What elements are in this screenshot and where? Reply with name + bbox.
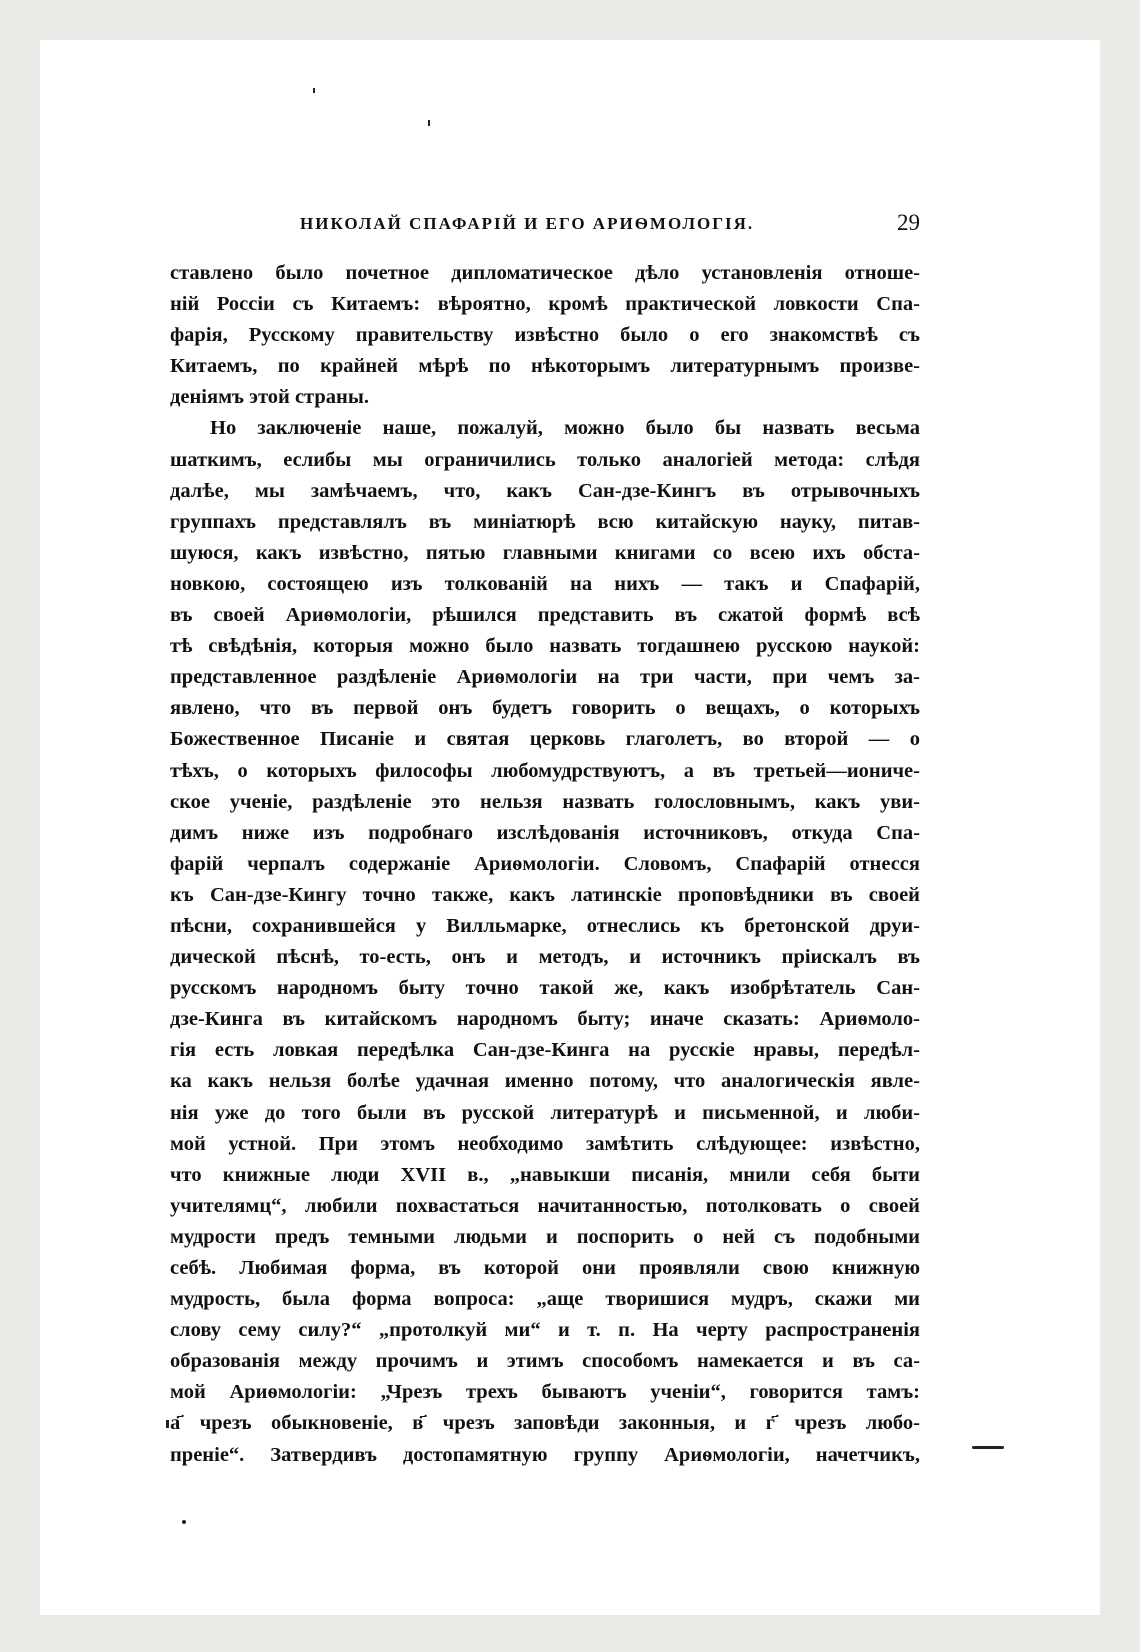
text-line: мудрость, была форма вопроса: „аще творишися мудръ, скажи ми bbox=[170, 1288, 920, 1311]
text-line: что книжные люди XVII в., „навыкши писанія, мнили себя быти bbox=[170, 1163, 920, 1186]
text-line: мудрости предъ темными людьми и поспорить о ней съ подобными bbox=[170, 1225, 920, 1248]
page-header bbox=[170, 210, 920, 250]
running-title: НИКОЛАЙ СПАФАРІЙ И ЕГО АРИѲМОЛОГІЯ. bbox=[300, 214, 755, 233]
text-line: слову сему силу?“ „протолкуй ми“ и т. п. На черту распространенія bbox=[170, 1319, 920, 1342]
text-line: ставлено было почетное дипломатическое дѣло установленія отноше- bbox=[170, 262, 920, 284]
stray-mark-top-2 bbox=[428, 120, 430, 126]
text-line: тѣхъ, о которыхъ философы любомудрствуютъ, а въ третьей—иониче- bbox=[170, 759, 920, 782]
text-line: фарія, Русскому правительству извѣстно было о его знакомствѣ съ bbox=[170, 324, 920, 347]
text-line: ка какъ нельзя болѣе удачная именно потому, что аналогическія явле- bbox=[170, 1070, 920, 1093]
text-line: дической пѣснѣ, то-есть, онъ и методъ, и источникъ пріискалъ въ bbox=[170, 946, 920, 969]
text-line: деніямъ этой страны. bbox=[170, 386, 369, 409]
text-line: учителямц“, любили похвастаться начитанностью, потолковать о своей bbox=[170, 1194, 920, 1217]
text-line: тѣ свѣдѣнія, которыя можно было назвать тогдашнею русскою наукой: bbox=[170, 635, 920, 658]
text-line: преніе“. Затвердивъ достопамятную группу Ариѳмологіи, начетчикъ, bbox=[170, 1443, 920, 1466]
text-line: ское ученіе, раздѣленіе это нельзя назвать голословнымъ, какъ уви- bbox=[170, 790, 920, 813]
text-line: гія есть ловкая передѣлка Сан-дзе-Кинга на русскіе нравы, передѣл- bbox=[170, 1039, 920, 1062]
text-line: пѣсни, сохранившейся у Вилльмарке, отнеслись къ бретонской друи- bbox=[170, 914, 920, 937]
body-text bbox=[170, 258, 920, 1471]
text-line: себѣ. Любимая форма, въ которой они проявляли свою книжную bbox=[170, 1257, 920, 1279]
text-line: мой Ариѳмологіи: „Чрезъ трехъ бываютъ ученіи“, говорится тамъ: bbox=[170, 1381, 920, 1404]
text-line: явлено, что въ первой онъ будетъ говорить о вещахъ, о которыхъ bbox=[170, 697, 920, 720]
stray-mark-bottom-left bbox=[166, 1420, 169, 1428]
text-line: представленное раздѣленіе Ариѳмологіи на три части, при чемъ за- bbox=[170, 666, 920, 689]
text-line: Но заключеніе наше, пожалуй, можно было бы назвать весьма bbox=[210, 417, 920, 440]
stray-mark-right bbox=[972, 1446, 1004, 1449]
text-line: Божественное Писаніе и святая церковь глаголетъ, во второй — о bbox=[170, 728, 920, 751]
text-line: шаткимъ, еслибы мы ограничились только аналогіей метода: слѣдя bbox=[170, 448, 920, 471]
text-line: фарій черпалъ содержаніе Ариѳмологіи. Словомъ, Спафарій отнесся bbox=[170, 852, 920, 875]
text-line: мой устной. При этомъ необходимо замѣтить слѣдующее: извѣстно, bbox=[170, 1132, 920, 1155]
text-line: Китаемъ, по крайней мѣрѣ по нѣкоторымъ литературнымъ произве- bbox=[170, 355, 920, 378]
text-line: къ Сан-дзе-Кингу точно также, какъ латинскіе проповѣдники въ своей bbox=[170, 883, 920, 906]
text-line: образованія между прочимъ и этимъ способомъ намекается и въ са- bbox=[170, 1350, 920, 1373]
text-line: группахъ представлялъ въ миніатюрѣ всю китайскую науку, питав- bbox=[170, 510, 920, 533]
text-line: дзе-Кинга въ китайскомъ народномъ быту; иначе сказать: Ариѳмоло- bbox=[170, 1008, 920, 1031]
text-line: шуюся, какъ извѣстно, пятью главными книгами со всею ихъ обста- bbox=[170, 541, 920, 564]
text-line: русскомъ народномъ быту точно такой же, какъ изобрѣтатель Сан- bbox=[170, 977, 920, 1000]
stray-mark-top bbox=[313, 88, 315, 93]
text-line: новкою, состоящею изъ толкованій на нихъ — такъ и Спафарій, bbox=[170, 572, 920, 595]
text-line: димъ ниже изъ подробнаго изслѣдованія источниковъ, откуда Спа- bbox=[170, 821, 920, 844]
text-line: а҃ чрезъ обыкновеніе, в҃ чрезъ заповѣди законныя, и г҃ чрезъ любо- bbox=[170, 1412, 920, 1435]
text-line: нія уже до того были въ русской литературѣ и письменной, и люби- bbox=[170, 1101, 920, 1124]
stray-mark-bottom-dot bbox=[182, 1520, 186, 1524]
text-line: далѣе, мы замѣчаемъ, что, какъ Сан-дзе-Кингъ въ отрывочныхъ bbox=[170, 479, 920, 502]
text-line: ній Россіи съ Китаемъ: вѣроятно, кромѣ практической ловкости Спа- bbox=[170, 293, 920, 316]
text-line: въ своей Ариѳмологіи, рѣшился представить въ сжатой формѣ всѣ bbox=[170, 604, 920, 627]
page-number: 29 bbox=[897, 210, 920, 235]
